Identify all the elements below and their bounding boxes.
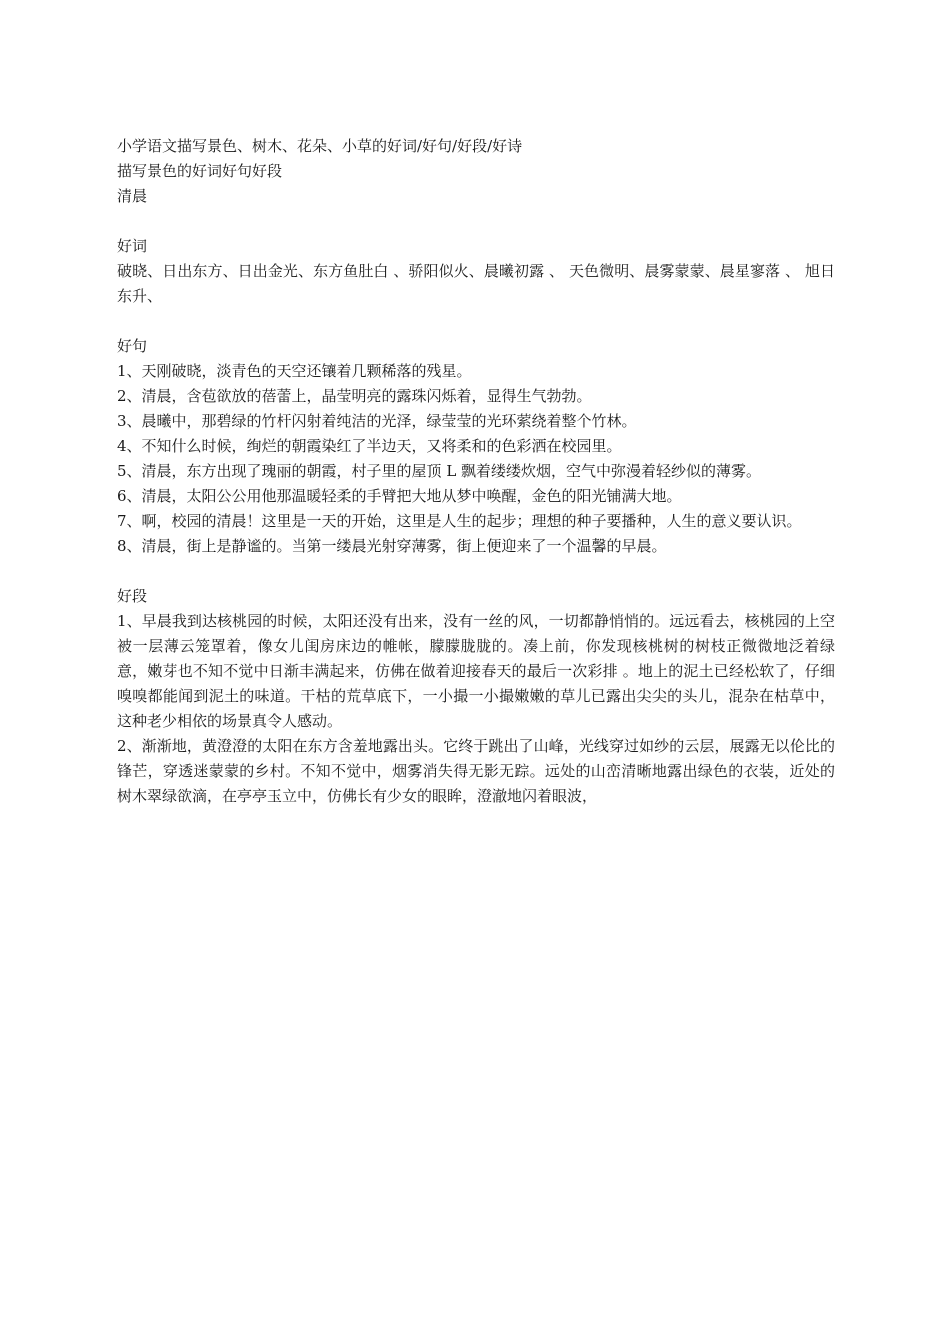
sentence-item: 6、清晨，太阳公公用他那温暖轻柔的手臂把大地从梦中唤醒，金色的阳光铺满大地。 xyxy=(117,487,682,505)
good-paragraphs-section xyxy=(117,584,835,809)
paragraph-item: 1、早晨我到达核桃园的时候，太阳还没有出来，没有一丝的风，一切都静悄悄的。远远看去，核桃园的上空被一层薄云笼罩着，像女儿闺房床边的帷帐，朦朦胧胧的。凑上前，你发现核桃树的树枝正微微地泛着绿意，嫩芽也不知不觉中日渐丰满起来，仿佛在做着迎接春天的最后一次彩排 。地上的泥土已经松软了，仔细嗅嗅都能闻到泥土的味道。干枯的荒草底下，一小撮一小撮嫩嫩的草儿已露出尖尖的头儿，混杂在枯草中，这种老少相依的场景真令人感动。 xyxy=(117,612,835,730)
good-sentences-heading: 好句 xyxy=(117,337,148,355)
sentence-item: 8、清晨，街上是静谧的。当第一缕晨光射穿薄雾，街上便迎来了一个温馨的早晨。 xyxy=(117,537,667,555)
sentence-item: 7、啊，校园的清晨！这里是一天的开始，这里是人生的起步；理想的种子要播种，人生的意义要认识。 xyxy=(117,512,802,530)
section-title: 描写景色的好词好句好段 xyxy=(117,162,283,180)
sentence-item: 4、不知什么时候，绚烂的朝霞染红了半边天，又将柔和的色彩洒在校园里。 xyxy=(117,437,622,455)
subsection-title: 清晨 xyxy=(117,187,148,205)
sentence-item: 3、晨曦中，那碧绿的竹杆闪射着纯洁的光泽，绿莹莹的光环萦绕着整个竹林。 xyxy=(117,412,637,430)
document-title: 小学语文描写景色、树木、花朵、小草的好词/好句/好段/好诗 xyxy=(117,137,523,155)
good-sentences-section xyxy=(117,334,835,559)
good-words-section xyxy=(117,234,835,309)
paragraph-item: 2、渐渐地，黄澄澄的太阳在东方含羞地露出头。它终于跳出了山峰，光线穿过如纱的云层，展露无以伦比的锋芒，穿透迷蒙蒙的乡村。不知不觉中，烟雾消失得无影无踪。远处的山峦清晰地露出绿色的衣装，近处的树木翠绿欲滴，在亭亭玉立中，仿佛长有少女的眼眸，澄澈地闪着眼波， xyxy=(117,737,835,805)
good-words-text: 破晓、日出东方、日出金光、东方鱼肚白 、骄阳似火、晨曦初露 、 天色微明、晨雾蒙蒙、晨星寥落 、 旭日东升、 xyxy=(117,262,835,305)
sentence-item: 2、清晨，含苞欲放的蓓蕾上，晶莹明亮的露珠闪烁着，显得生气勃勃。 xyxy=(117,387,592,405)
sentence-item: 5、清晨，东方出现了瑰丽的朝霞，村子里的屋顶 L 飘着缕缕炊烟，空气中弥漫着轻纱似的薄雾。 xyxy=(117,462,762,480)
sentence-item: 1、天刚破晓，淡青色的天空还镶着几颗稀落的残星。 xyxy=(117,362,472,380)
good-paragraphs-heading: 好段 xyxy=(117,587,148,605)
good-words-heading: 好词 xyxy=(117,237,148,255)
document-page xyxy=(117,134,835,809)
